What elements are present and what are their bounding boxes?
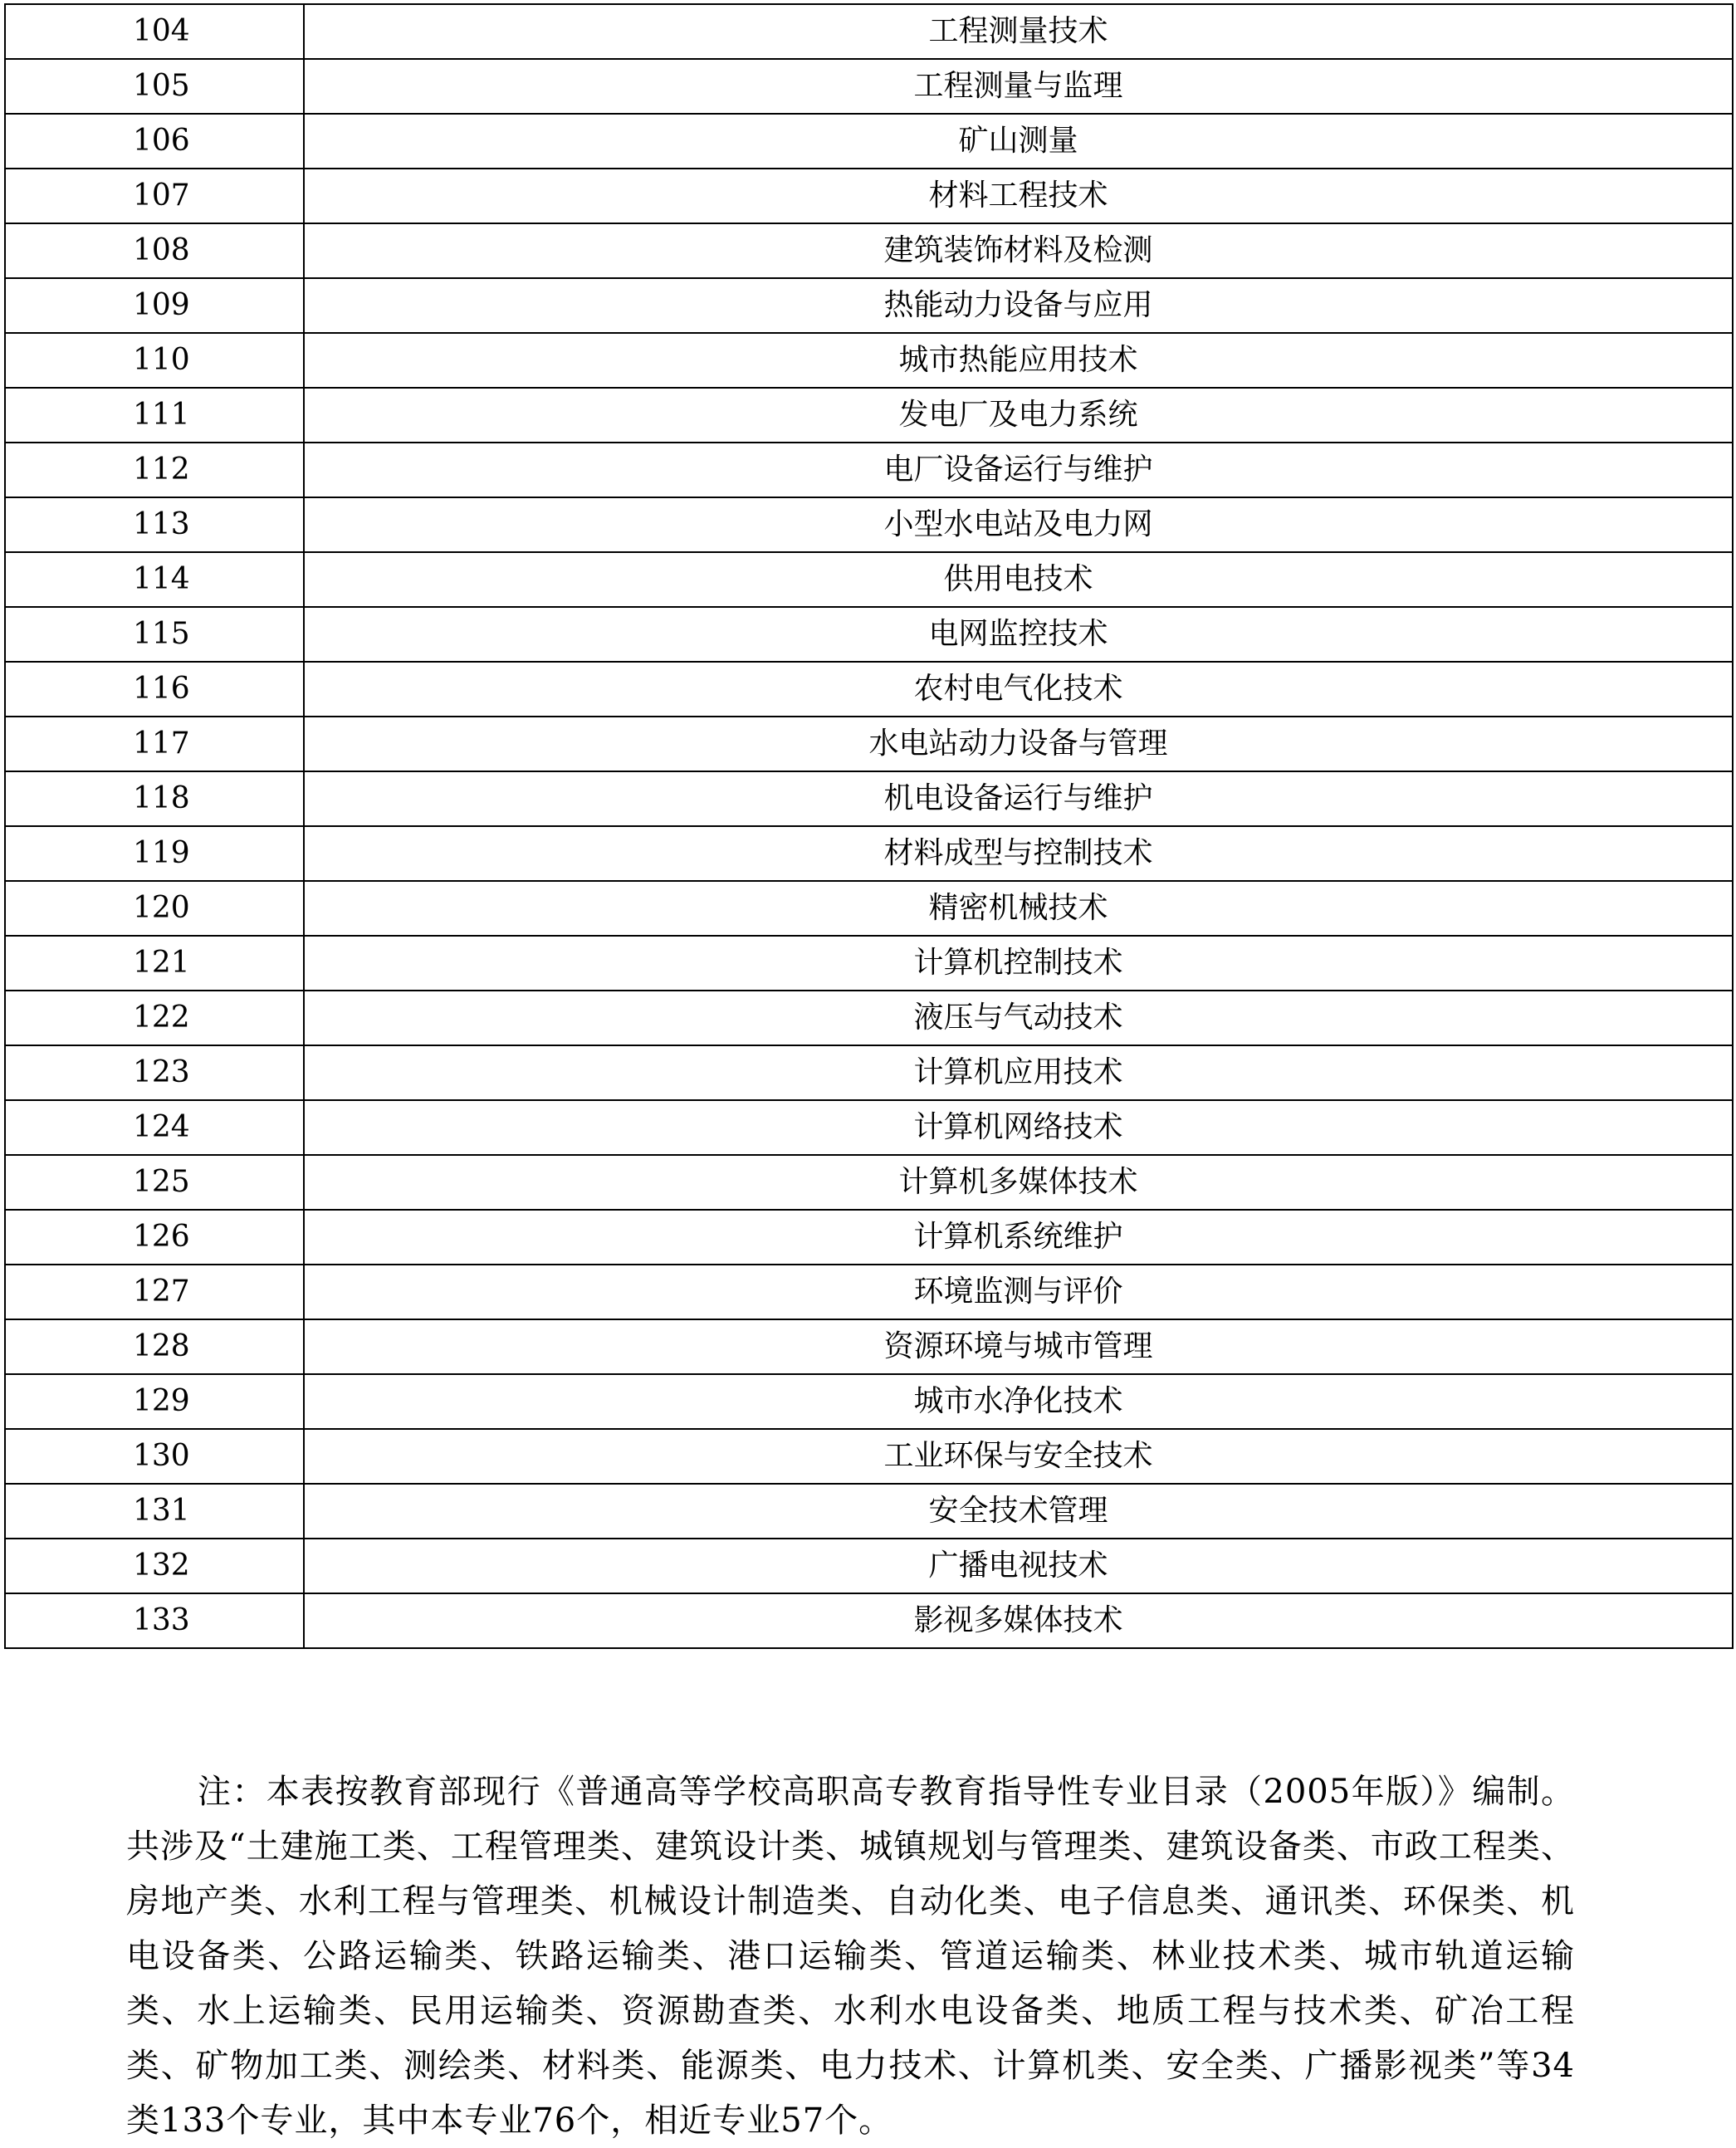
table-row: [5, 1210, 1733, 1265]
row-number-cell: 129: [5, 1374, 304, 1429]
table-row: [5, 388, 1733, 443]
major-name-cell: 工程测量与监理: [304, 59, 1733, 114]
major-name-cell: 资源环境与城市管理: [304, 1319, 1733, 1374]
row-number-cell: 127: [5, 1265, 304, 1319]
major-name-cell: 计算机多媒体技术: [304, 1155, 1733, 1210]
major-name-cell: 机电设备运行与维护: [304, 771, 1733, 826]
row-number-cell: 133: [5, 1593, 304, 1648]
major-name-cell: 计算机系统维护: [304, 1210, 1733, 1265]
table-row: [5, 1429, 1733, 1484]
row-number-cell: 108: [5, 223, 304, 278]
table-row: [5, 1265, 1733, 1319]
table-row: [5, 826, 1733, 881]
table-row: [5, 1539, 1733, 1593]
row-number-cell: 117: [5, 717, 304, 771]
table-row: [5, 1045, 1733, 1100]
row-number-cell: 105: [5, 59, 304, 114]
major-name-cell: 安全技术管理: [304, 1484, 1733, 1539]
row-number-cell: 109: [5, 278, 304, 333]
table-row: [5, 1374, 1733, 1429]
major-name-cell: 城市热能应用技术: [304, 333, 1733, 388]
table-row: [5, 4, 1733, 59]
row-number-cell: 132: [5, 1539, 304, 1593]
table-row: [5, 717, 1733, 771]
table-row: [5, 1155, 1733, 1210]
row-number-cell: 131: [5, 1484, 304, 1539]
table-row: [5, 1484, 1733, 1539]
row-number-cell: 107: [5, 169, 304, 223]
major-name-cell: 工业环保与安全技术: [304, 1429, 1733, 1484]
table-row: [5, 662, 1733, 717]
major-name-cell: 环境监测与评价: [304, 1265, 1733, 1319]
table-row: [5, 1100, 1733, 1155]
major-name-cell: 发电厂及电力系统: [304, 388, 1733, 443]
row-number-cell: 114: [5, 552, 304, 607]
major-name-cell: 供用电技术: [304, 552, 1733, 607]
table-row: [5, 771, 1733, 826]
row-number-cell: 128: [5, 1319, 304, 1374]
table-row: [5, 59, 1733, 114]
major-name-cell: 水电站动力设备与管理: [304, 717, 1733, 771]
table-row: [5, 223, 1733, 278]
major-name-cell: 城市水净化技术: [304, 1374, 1733, 1429]
row-number-cell: 116: [5, 662, 304, 717]
major-name-cell: 农村电气化技术: [304, 662, 1733, 717]
major-name-cell: 热能动力设备与应用: [304, 278, 1733, 333]
table-row: [5, 1593, 1733, 1648]
table-row: [5, 443, 1733, 497]
major-name-cell: 计算机网络技术: [304, 1100, 1733, 1155]
major-name-cell: 材料成型与控制技术: [304, 826, 1733, 881]
table-row: [5, 936, 1733, 991]
row-number-cell: 111: [5, 388, 304, 443]
majors-table-body: [5, 4, 1733, 1648]
row-number-cell: 113: [5, 497, 304, 552]
row-number-cell: 123: [5, 1045, 304, 1100]
table-row: [5, 278, 1733, 333]
table-note: 注：本表按教育部现行《普通高等学校高职高专教育指导性专业目录（2005年版）》编制。共涉及“土建施工类、工程管理类、建筑设计类、城镇规划与管理类、建筑设备类、市政工程类、房地产类、水利工程与管理类、机械设计制造类、自动化类、电子信息类、通讯类、环保类、机电设备类、公路运输类、铁路运输类、港口运输类、管道运输类、林业技术类、城市轨道运输类、水上运输类、民用运输类、资源勘查类、水利水电设备类、地质工程与技术类、矿冶工程类、矿物加工类、测绘类、材料类、能源类、电力技术、计算机类、安全类、广播影视类”等34类133个专业，其中本专业76个，相近专业57个。: [126, 1773, 1575, 2140]
row-number-cell: 125: [5, 1155, 304, 1210]
table-row: [5, 169, 1733, 223]
table-row: [5, 497, 1733, 552]
major-name-cell: 矿山测量: [304, 114, 1733, 169]
row-number-cell: 130: [5, 1429, 304, 1484]
row-number-cell: 121: [5, 936, 304, 991]
major-name-cell: 广播电视技术: [304, 1539, 1733, 1593]
major-name-cell: 工程测量技术: [304, 4, 1733, 59]
table-row: [5, 552, 1733, 607]
table-row: [5, 1319, 1733, 1374]
table-row: [5, 333, 1733, 388]
row-number-cell: 126: [5, 1210, 304, 1265]
major-name-cell: 计算机控制技术: [304, 936, 1733, 991]
major-name-cell: 电厂设备运行与维护: [304, 443, 1733, 497]
row-number-cell: 115: [5, 607, 304, 662]
row-number-cell: 112: [5, 443, 304, 497]
major-name-cell: 影视多媒体技术: [304, 1593, 1733, 1648]
row-number-cell: 118: [5, 771, 304, 826]
major-name-cell: 电网监控技术: [304, 607, 1733, 662]
major-name-cell: 小型水电站及电力网: [304, 497, 1733, 552]
table-row: [5, 991, 1733, 1045]
major-name-cell: 计算机应用技术: [304, 1045, 1733, 1100]
table-row: [5, 607, 1733, 662]
major-name-cell: 精密机械技术: [304, 881, 1733, 936]
row-number-cell: 122: [5, 991, 304, 1045]
row-number-cell: 120: [5, 881, 304, 936]
table-row: [5, 114, 1733, 169]
major-name-cell: 液压与气动技术: [304, 991, 1733, 1045]
row-number-cell: 119: [5, 826, 304, 881]
major-name-cell: 材料工程技术: [304, 169, 1733, 223]
major-name-cell: 建筑装饰材料及检测: [304, 223, 1733, 278]
row-number-cell: 104: [5, 4, 304, 59]
majors-table: [4, 3, 1734, 1649]
row-number-cell: 124: [5, 1100, 304, 1155]
table-row: [5, 881, 1733, 936]
row-number-cell: 106: [5, 114, 304, 169]
row-number-cell: 110: [5, 333, 304, 388]
